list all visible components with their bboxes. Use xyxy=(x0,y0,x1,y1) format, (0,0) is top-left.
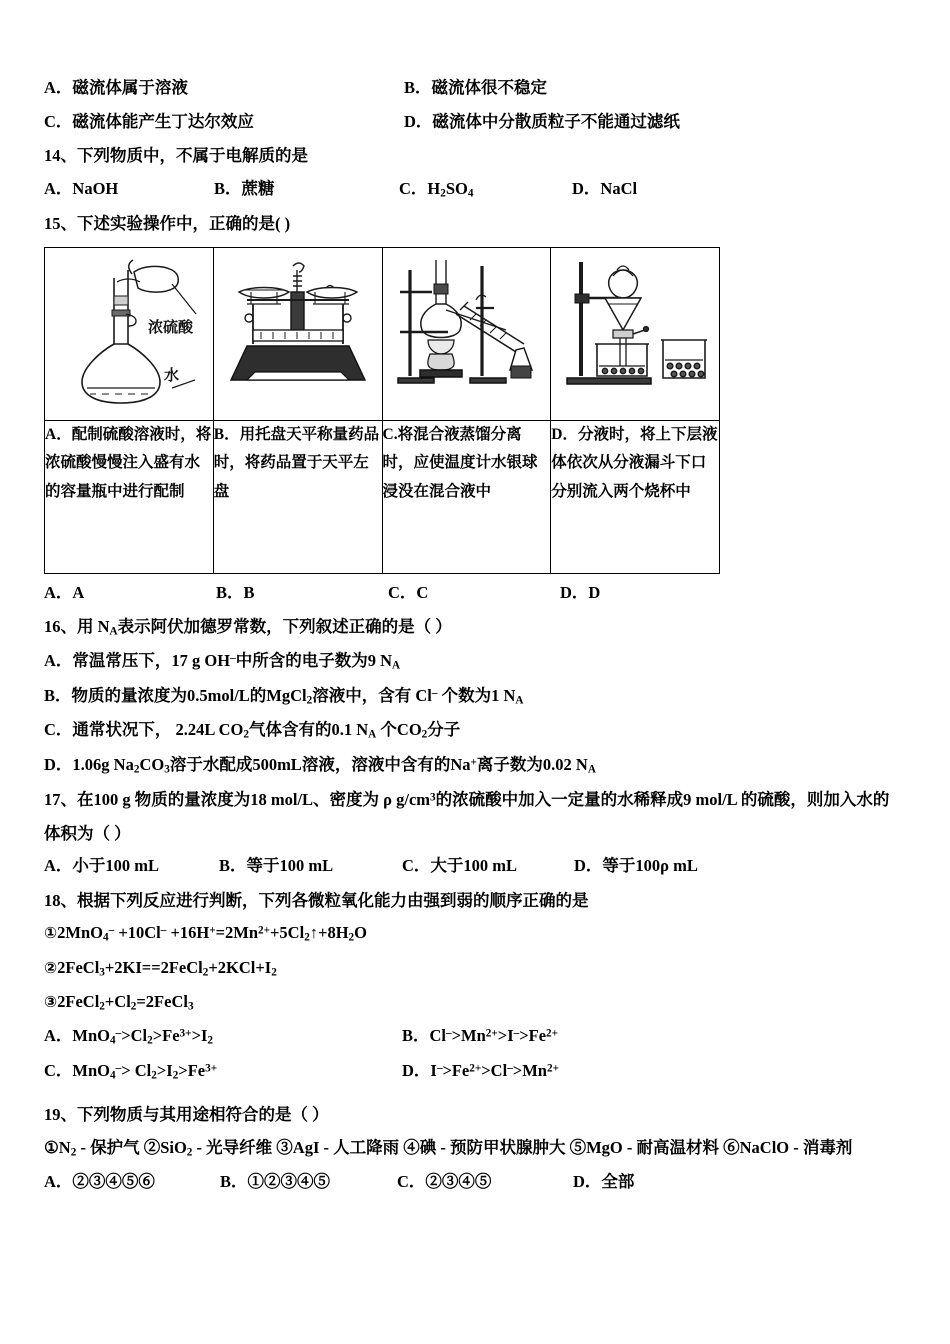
q16-stem xyxy=(44,616,910,639)
q19-option-b[interactable]: B．①②③④⑤ xyxy=(220,1172,331,1192)
q15-stem: 15、下述实验操作中，正确的是( ) xyxy=(44,214,291,234)
q18-stem: 18、根据下列反应进行判断，下列各微粒氧化能力由强到弱的顺序正确的是 xyxy=(44,890,589,910)
label-concentrated-sulfuric-acid: 浓硫酸 xyxy=(147,318,193,336)
q18-eq2-body: $2FeCl_3+2KI==2FeCl_2+2KCl+I_2$ xyxy=(57,957,277,978)
q18-equation-3 xyxy=(44,992,910,1013)
q13-option-b[interactable]: B．磁流体很不稳定 xyxy=(404,78,548,97)
q17-stem-sup: 3 xyxy=(430,791,436,804)
q15-option-d[interactable]: D．D xyxy=(560,582,601,602)
q18-eq1-body: $2MnO_4^- +10Cl^- +16H^+=2Mn^{2+}+5Cl_2↑+8H_2O$ xyxy=(57,923,367,944)
q18-option-a[interactable]: A．$MnO_4^->Cl_2>Fe^{3+}>I_2$ xyxy=(44,1026,213,1047)
q17-option-b[interactable]: B．等于100 mL xyxy=(219,856,334,875)
q15-figure-row xyxy=(45,247,720,420)
tray-balance-icon xyxy=(223,248,373,408)
q14-options-row xyxy=(44,179,910,200)
q15-figure-cell-a xyxy=(45,247,214,420)
q18-equation-2 xyxy=(44,958,910,979)
q15-figure-cell-d xyxy=(551,247,720,420)
q14-stem: 14、下列物质中，不属于电解质的是 xyxy=(44,146,308,166)
q17-stem-line1 xyxy=(44,789,910,810)
q18-option-d[interactable]: D．$I^->Fe^{2+}>Cl^->Mn^{2+}$ xyxy=(402,1060,559,1080)
q18-options-row-1 xyxy=(44,1026,910,1047)
q18-eq3-marker: ③ xyxy=(44,993,58,1011)
q16-option-a[interactable]: A．常温常压下，17 g OH–中所含的电子数为9 $N_A$ xyxy=(44,651,401,672)
separating-funnel-icon xyxy=(559,248,711,408)
q17-stem-line2: 体积为（ ） xyxy=(44,823,131,843)
q17-options-row xyxy=(44,856,910,877)
q19-options-row xyxy=(44,1172,910,1193)
q18-option-b[interactable]: B．$Cl^->Mn^{2+}>I^->Fe^{2+}$ xyxy=(402,1026,559,1046)
q19-option-a[interactable]: A．②③④⑤⑥ xyxy=(44,1172,155,1192)
q17-option-d[interactable]: D．等于100ρ mL xyxy=(574,856,698,875)
q18-eq1-marker: ① xyxy=(44,924,58,943)
q15-caption-d: D．分液时，将上下层液体依次从分液漏斗下口分别流入两个烧杯中 xyxy=(551,420,720,573)
q16-stem-pre: 16、用 N xyxy=(44,617,110,637)
q14-option-b[interactable]: B．蔗糖 xyxy=(214,178,275,198)
q19-items: $①N_2$ - 保护气 ②SiO$_2$ - 光导纤维 ③AgI - 人工降雨 ④碘 - 预防甲状腺肿大 ⑤MgO - 耐高温材料 ⑥NaClO - 消毒剂 xyxy=(44,1137,853,1159)
page-content xyxy=(44,78,910,1206)
q19-option-c[interactable]: C．②③④⑤ xyxy=(397,1172,492,1192)
q15-option-c[interactable]: C．C xyxy=(388,582,429,602)
distillation-apparatus-icon xyxy=(390,248,542,408)
q13-option-d[interactable]: D．磁流体中分散质粒子不能通过滤纸 xyxy=(404,111,680,131)
q14-option-c[interactable]: C．$H_2SO_4$ xyxy=(399,178,474,200)
q15-caption-row xyxy=(45,420,720,573)
q16-option-c[interactable]: C．通常状况下， 2.24L $CO_2$气体含有的0.1 $N_A$ 个$CO_2$分子 xyxy=(44,720,461,741)
q15-caption-b: B．用托盘天平称量药品时，将药品置于天平左盘 xyxy=(213,420,382,573)
q17-option-c[interactable]: C．大于100 mL xyxy=(402,856,518,875)
q18-equation-1 xyxy=(44,923,910,944)
volumetric-flask-icon xyxy=(54,248,204,408)
q16-stem-sub: A xyxy=(109,625,118,638)
q18-option-c[interactable]: C．$MnO_4^-> Cl_2>I_2>Fe^{3+}$ xyxy=(44,1060,218,1082)
q15-answer-options-row xyxy=(44,583,910,604)
q18-eq2-marker: ② xyxy=(44,958,58,977)
q15-caption-a: A．配制硫酸溶液时，将浓硫酸慢慢注入盛有水的容量瓶中进行配制 xyxy=(45,420,214,573)
q13-option-c[interactable]: C．磁流体能产生丁达尔效应 xyxy=(44,111,254,131)
q19-stem: 19、下列物质与其用途相符合的是（ ） xyxy=(44,1105,329,1125)
q15-experiment-table xyxy=(44,247,720,574)
q17-stem-part1: 17、在100 g 物质的量浓度为18 mol/L、密度为 ρ g/cm xyxy=(44,790,431,810)
q14-option-d[interactable]: D．NaCl xyxy=(572,178,638,198)
q16-option-b[interactable]: B．物质的量浓度为0.5mol/L的MgCl$_2$溶液中，含有 Cl– 个数为1 $N_A$ xyxy=(44,685,524,707)
q15-figure-cell-c xyxy=(382,247,551,420)
q15-figure-cell-b xyxy=(213,247,382,420)
q16-option-d[interactable]: D．1.06g $Na_2CO_3$溶于水配成500mL溶液，溶液中含有的Na+离子数为0.02 $N_A$ xyxy=(44,754,596,776)
q15-option-b[interactable]: B．B xyxy=(216,582,255,602)
q19-option-d[interactable]: D．全部 xyxy=(573,1172,635,1192)
q17-stem-part2: 的浓硫酸中加入一定量的水稀释成9 mol/L 的硫酸，则加入水的 xyxy=(435,790,890,810)
q15-option-a[interactable]: A．A xyxy=(44,582,85,602)
q18-eq3-body: $2FeCl_2+Cl_2=2FeCl_3$ xyxy=(57,992,194,1013)
q13-options-row-1 xyxy=(44,78,910,99)
q18-options-row-2 xyxy=(44,1061,910,1082)
q13-options-row-2 xyxy=(44,112,910,133)
q16-stem-post: 表示阿伏加德罗常数，下列叙述正确的是（ ） xyxy=(117,617,452,637)
q14-option-a[interactable]: A．NaOH xyxy=(44,178,119,198)
label-water: 水 xyxy=(163,366,179,384)
q17-option-a[interactable]: A．小于100 mL xyxy=(44,856,160,875)
q13-option-a[interactable]: A．磁流体属于溶液 xyxy=(44,78,188,97)
q15-caption-c: C.将混合液蒸馏分离时，应使温度计水银球浸没在混合液中 xyxy=(382,420,551,573)
